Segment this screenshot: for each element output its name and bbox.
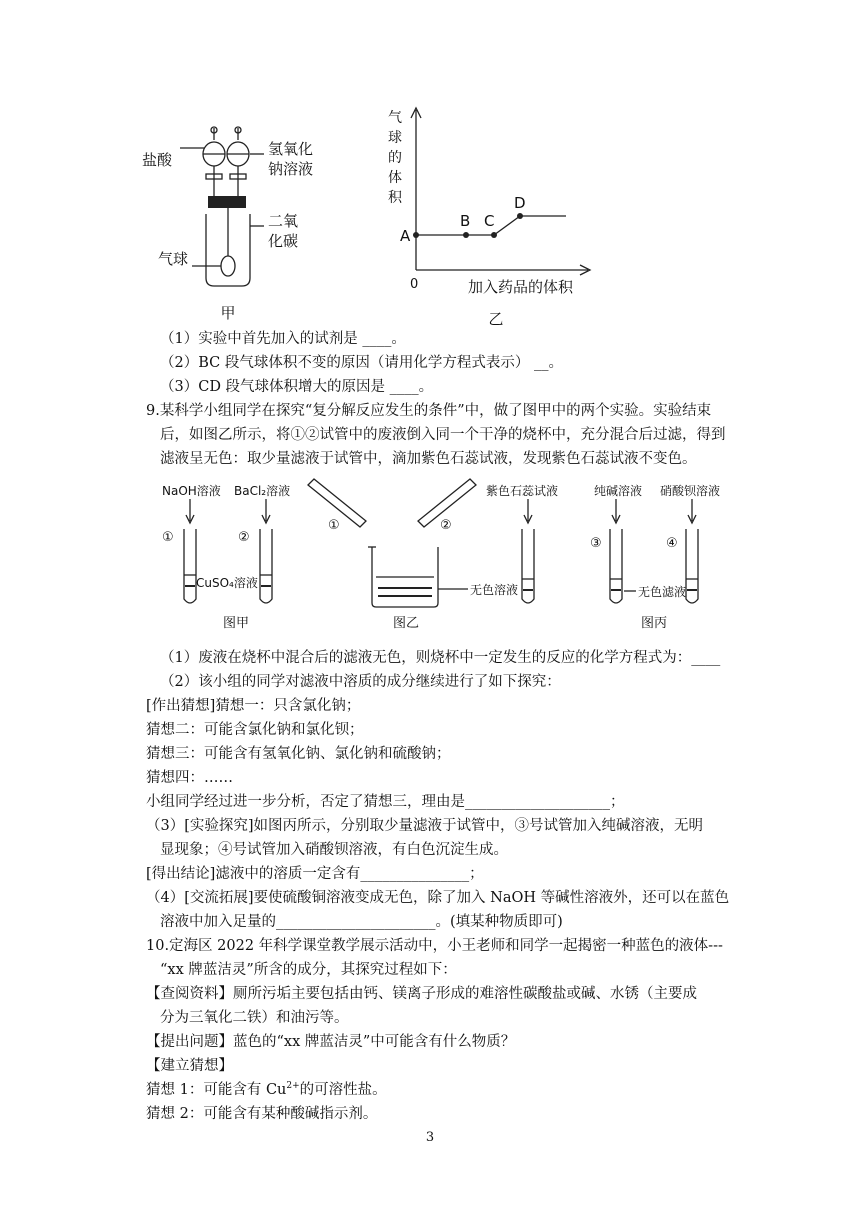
label-litmus: 紫色石蕊试液 — [486, 484, 559, 498]
tube-number-4: ④ — [666, 536, 678, 551]
q9-intro-line: 滤液呈无色：取少量滤液于试管中，滴加紫色石蕊试液，发现紫色石蕊试液不变色。 — [160, 451, 697, 467]
x-axis-label: 加入药品的体积 — [468, 278, 574, 296]
label-colorless-filtrate: 无色滤液 — [638, 585, 687, 599]
q10-line: 10.定海区 2022 年科学课堂教学展示活动中，小王老师和同学一起揭密一种蓝色的液体--- — [146, 938, 723, 954]
q10-guess-2: 猜想 2：可能含有某种酸碱指示剂。 — [146, 1106, 378, 1122]
q9-body-line: （1）废液在烧杯中混合后的滤液无色，则烧杯中一定发生的反应的化学方程式为：____ — [160, 650, 721, 666]
q8-line: （2）BC 段气球体积不变的原因（请用化学方程式表示） __。 — [160, 355, 563, 371]
point-d — [517, 213, 523, 219]
caption-fig-bing: 图丙 — [640, 616, 668, 631]
q10-line: 分为三氧化二铁）和油污等。 — [160, 1010, 349, 1026]
caption-fig-yi: 图乙 — [392, 616, 420, 631]
q9-body-line: 猜想二：可能含氯化钠和氯化钡； — [146, 722, 364, 738]
apparatus-figure — [140, 118, 330, 328]
test-tube-3 — [610, 529, 622, 603]
label-naoh-line2: 钠溶液 — [268, 160, 314, 178]
balloon — [221, 256, 235, 276]
caption-fig-jia: 图甲 — [222, 616, 250, 631]
point-b — [463, 232, 469, 238]
label-cuso4-solution: CuSO₄溶液 — [196, 576, 258, 590]
ylabel-char: 气 — [388, 110, 402, 126]
q9-body-line: 溶液中加入足量的______________________。(填某种物质即可) — [160, 914, 563, 930]
q9-intro-line: 后，如图乙所示，将①②试管中的废液倒入同一个干净的烧杯中，充分混合后过滤，得到 — [160, 427, 726, 443]
label-naoh-line1: 氢氧化 — [268, 140, 314, 158]
label-co2-line1: 二氧 — [268, 212, 299, 230]
q10-line: “xx 牌蓝洁灵”所含的成分，其探究过程如下： — [160, 962, 457, 978]
page-number: 3 — [425, 1130, 435, 1145]
q9-body-line: [得出结论]滤液中的溶质一定含有_______________； — [146, 866, 484, 882]
q9-intro-line: 9.某科学小组同学在探究“复分解反应发生的条件”中，做了图甲中的两个实验。实验结束 — [146, 403, 712, 419]
test-tube-1 — [184, 529, 196, 603]
guess1-prefix: 猜想 1：可能含有 Cu — [146, 1082, 287, 1098]
guess1-suffix: 的可溶性盐。 — [299, 1082, 387, 1098]
separatory-funnels — [203, 127, 249, 198]
q10-line: 【建立猜想】 — [146, 1058, 233, 1074]
caption-yi: 乙 — [488, 310, 504, 328]
q9-body-line: 猜想四：…… — [146, 770, 233, 786]
q8-line: （1）实验中首先加入的试剂是 ____。 — [160, 331, 406, 347]
q9-body-line: [作出猜想]猜想一：只含氯化钠； — [146, 698, 361, 714]
ylabel-char: 球 — [388, 130, 402, 146]
label-a: A — [400, 227, 411, 245]
label-balloon: 气球 — [158, 250, 189, 268]
tube-number-1: ① — [162, 530, 174, 545]
q9-body-line: 猜想三：可能含有氢氧化钠、氯化钠和硫酸钠； — [146, 746, 451, 762]
tube-number-1b: ① — [328, 518, 340, 533]
test-tube-litmus — [522, 529, 534, 603]
ylabel-char: 体 — [388, 170, 402, 186]
experiment-figure — [150, 475, 730, 635]
tube-number-3: ③ — [590, 536, 602, 551]
q10-line: 【提出问题】蓝色的“xx 牌蓝洁灵”中可能含有什么物质？ — [146, 1034, 516, 1050]
q8-line: （3）CD 段气球体积增大的原因是 ____。 — [160, 379, 434, 395]
label-d: D — [514, 194, 526, 212]
label-acid: 盐酸 — [142, 151, 173, 169]
ylabel-char: 的 — [388, 150, 402, 166]
q10-guess-1 — [146, 1080, 387, 1100]
point-a — [413, 232, 419, 238]
ylabel-char: 积 — [388, 190, 402, 206]
origin-label: 0 — [410, 277, 419, 292]
label-c: C — [484, 212, 495, 230]
test-tube-4 — [686, 529, 698, 603]
q9-body-line: 显现象；④号试管加入硝酸钡溶液，有白色沉淀生成。 — [160, 842, 508, 858]
label-bacl2-solution: BaCl₂溶液 — [234, 484, 291, 498]
tube-number-2b: ② — [440, 518, 452, 533]
q10-line: 【查阅资料】厕所污垢主要包括由钙、镁离子形成的难溶性碳酸盐或碱、水锈（主要成 — [146, 986, 697, 1002]
rubber-stopper — [208, 196, 246, 208]
q9-body-line: （2）该小组的同学对滤液中溶质的成分继续进行了如下探究： — [160, 674, 561, 690]
point-c — [491, 232, 497, 238]
label-naoh-solution: NaOH溶液 — [162, 484, 221, 498]
caption-jia: 甲 — [220, 304, 236, 322]
label-b: B — [460, 212, 471, 230]
copper-charge: 2+ — [286, 1081, 300, 1092]
q9-body-line: （3）[实验探究]如图丙所示，分别取少量滤液于试管中，③号试管加入纯碱溶液，无明 — [146, 818, 704, 834]
tube-number-2: ② — [238, 530, 250, 545]
label-soda-solution: 纯碱溶液 — [594, 484, 643, 498]
label-barium-nitrate: 硝酸钡溶液 — [660, 484, 721, 498]
test-tube-2 — [260, 529, 272, 603]
q9-body-line: 小组同学经过进一步分析，否定了猜想三，理由是____________________； — [146, 794, 625, 810]
label-co2-line2: 化碳 — [268, 232, 299, 250]
label-colorless-solution: 无色溶液 — [470, 583, 519, 597]
balloon-volume-graph — [370, 100, 600, 330]
q9-body-line: （4）[交流拓展]要使硫酸铜溶液变成无色，除了加入 NaOH 等碱性溶液外，还可以在蓝色 — [146, 890, 730, 906]
